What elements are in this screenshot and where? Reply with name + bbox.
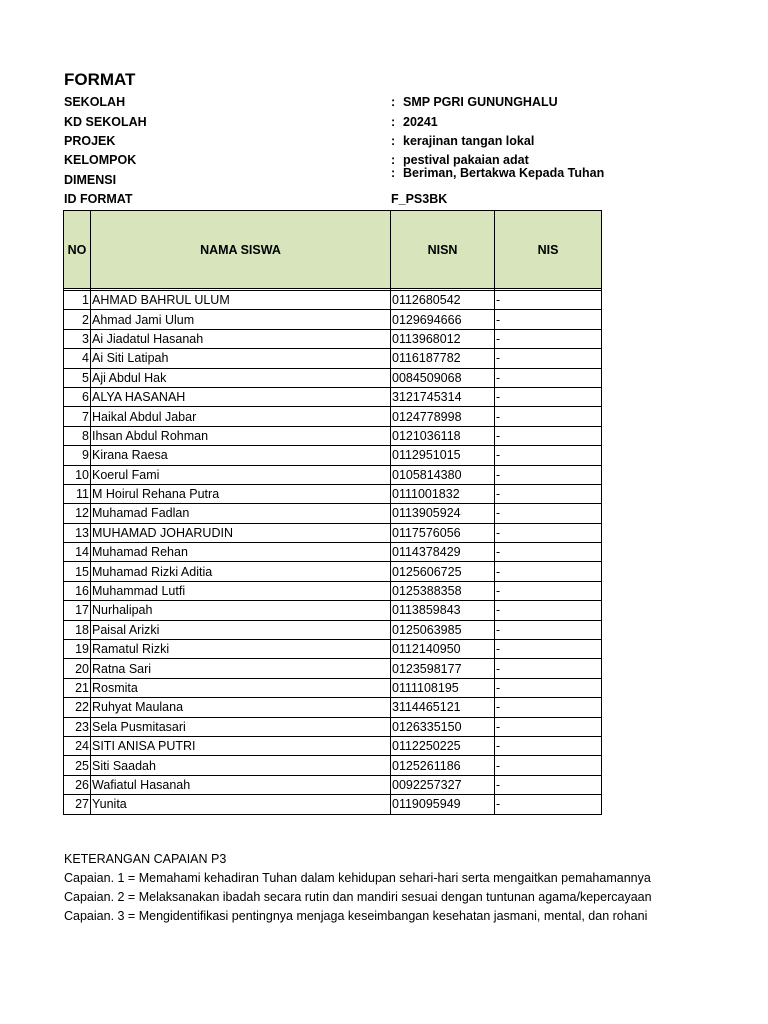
field-row-kd-sekolah — [64, 112, 600, 132]
table-row — [64, 543, 602, 562]
table-row — [64, 775, 602, 794]
cell-nisn[interactable]: 0119095949 — [391, 795, 495, 814]
cell-no[interactable]: 5 — [64, 368, 91, 387]
field-row-id-format — [64, 189, 600, 209]
cell-nisn[interactable]: 0084509068 — [391, 368, 495, 387]
note-line-1: Capaian. 1 = Memahami kehadiran Tuhan dalam kehidupan sehari-hari serta mengaitkan pemahamannya — [64, 871, 651, 885]
field-label-id-format: ID FORMAT — [64, 192, 133, 206]
field-value-kelompok: pestival pakaian adat — [403, 153, 529, 167]
field-label-sekolah: SEKOLAH — [64, 95, 126, 109]
field-colon: : — [391, 166, 396, 180]
field-value-projek: kerajinan tangan lokal — [403, 134, 535, 148]
cell-nis[interactable]: - — [495, 387, 602, 406]
header-nama-siswa[interactable]: NAMA SISWA — [91, 211, 391, 289]
cell-nama-siswa[interactable]: Muhamad Rehan — [91, 543, 391, 562]
cell-nisn[interactable]: 3121745314 — [391, 387, 495, 406]
cell-nisn[interactable]: 0129694666 — [391, 310, 495, 329]
student-table — [63, 210, 602, 815]
cell-nisn[interactable]: 0112680542 — [391, 291, 495, 310]
cell-no[interactable]: 16 — [64, 581, 91, 600]
cell-no[interactable]: 1 — [64, 291, 91, 310]
cell-nisn[interactable]: 0125261186 — [391, 756, 495, 775]
table-row — [64, 659, 602, 678]
cell-no[interactable]: 10 — [64, 465, 91, 484]
table-row — [64, 736, 602, 755]
cell-no[interactable]: 2 — [64, 310, 91, 329]
cell-nama-siswa[interactable]: Nurhalipah — [91, 601, 391, 620]
cell-no[interactable]: 3 — [64, 329, 91, 348]
cell-nis[interactable]: - — [495, 407, 602, 426]
cell-nisn[interactable]: 0111001832 — [391, 484, 495, 503]
cell-no[interactable]: 17 — [64, 601, 91, 620]
header-nisn[interactable]: NISN — [391, 211, 495, 289]
cell-nama-siswa[interactable]: Ramatul Rizki — [91, 640, 391, 659]
table-row — [64, 484, 602, 503]
cell-nis[interactable]: - — [495, 717, 602, 736]
table-row — [64, 795, 602, 814]
table-row — [64, 387, 602, 406]
table-row — [64, 446, 602, 465]
field-row-projek — [64, 131, 600, 151]
field-label-dimensi: DIMENSI — [64, 173, 117, 187]
table-body — [64, 289, 602, 815]
cell-nis[interactable]: - — [495, 756, 602, 775]
cell-nisn[interactable]: 0113905924 — [391, 504, 495, 523]
cell-nisn[interactable]: 0123598177 — [391, 659, 495, 678]
cell-nis[interactable]: - — [495, 329, 602, 348]
table-row — [64, 678, 602, 697]
table-row — [64, 329, 602, 348]
cell-nisn[interactable]: 0114378429 — [391, 543, 495, 562]
table-row — [64, 523, 602, 542]
cell-nama-siswa[interactable]: MUHAMAD JOHARUDIN — [91, 523, 391, 542]
cell-nama-siswa[interactable]: ALYA HASANAH — [91, 387, 391, 406]
header-nis[interactable]: NIS — [495, 211, 602, 289]
cell-no[interactable]: 21 — [64, 678, 91, 697]
cell-nama-siswa[interactable]: AHMAD BAHRUL ULUM — [91, 291, 391, 310]
cell-nama-siswa[interactable]: Ihsan Abdul Rohman — [91, 426, 391, 445]
cell-nama-siswa[interactable]: Yunita — [91, 795, 391, 814]
cell-no[interactable]: 26 — [64, 775, 91, 794]
cell-nisn[interactable]: 0111108195 — [391, 678, 495, 697]
header-no[interactable]: NO — [64, 211, 91, 289]
cell-nisn[interactable]: 0126335150 — [391, 717, 495, 736]
cell-no[interactable]: 15 — [64, 562, 91, 581]
table-row — [64, 601, 602, 620]
cell-no[interactable]: 23 — [64, 717, 91, 736]
cell-nis[interactable]: - — [495, 349, 602, 368]
cell-nisn[interactable]: 0116187782 — [391, 349, 495, 368]
table-row — [64, 581, 602, 600]
cell-nama-siswa[interactable]: Haikal Abdul Jabar — [91, 407, 391, 426]
field-value-sekolah: SMP PGRI GUNUNGHALU — [403, 95, 558, 109]
cell-no[interactable]: 14 — [64, 543, 91, 562]
cell-nis[interactable]: - — [495, 775, 602, 794]
cell-nama-siswa[interactable]: M Hoirul Rehana Putra — [91, 484, 391, 503]
cell-nisn[interactable]: 0113968012 — [391, 329, 495, 348]
cell-no[interactable]: 24 — [64, 736, 91, 755]
table-row — [64, 717, 602, 736]
cell-nama-siswa[interactable]: SITI ANISA PUTRI — [91, 736, 391, 755]
table-row — [64, 504, 602, 523]
cell-nama-siswa[interactable]: Ratna Sari — [91, 659, 391, 678]
cell-nis[interactable]: - — [495, 601, 602, 620]
cell-nis[interactable]: - — [495, 659, 602, 678]
cell-no[interactable]: 19 — [64, 640, 91, 659]
cell-nama-siswa[interactable]: Siti Saadah — [91, 756, 391, 775]
cell-nis[interactable]: - — [495, 698, 602, 717]
cell-no[interactable]: 8 — [64, 426, 91, 445]
cell-nis[interactable]: - — [495, 581, 602, 600]
cell-nama-siswa[interactable]: Ruhyat Maulana — [91, 698, 391, 717]
note-line-3: Capaian. 3 = Mengidentifikasi pentingnya menjaga keseimbangan kesehatan jasmani, mental, dan rohani — [64, 909, 648, 923]
cell-nama-siswa[interactable]: Paisal Arizki — [91, 620, 391, 639]
field-colon: : — [391, 134, 396, 148]
table-row — [64, 291, 602, 310]
cell-nis[interactable]: - — [495, 310, 602, 329]
table-row — [64, 640, 602, 659]
cell-nisn[interactable]: 0112140950 — [391, 640, 495, 659]
cell-nisn[interactable]: 0125388358 — [391, 581, 495, 600]
table-row — [64, 368, 602, 387]
achievement-notes — [64, 850, 652, 926]
cell-nisn[interactable]: 0117576056 — [391, 523, 495, 542]
cell-nama-siswa[interactable]: Koerul Fami — [91, 465, 391, 484]
cell-no[interactable]: 9 — [64, 446, 91, 465]
cell-nisn[interactable]: 0125063985 — [391, 620, 495, 639]
cell-nis[interactable]: - — [495, 562, 602, 581]
cell-nama-siswa[interactable]: Aji Abdul Hak — [91, 368, 391, 387]
table-row — [64, 349, 602, 368]
cell-nisn[interactable]: 3114465121 — [391, 698, 495, 717]
field-label-kd-sekolah: KD SEKOLAH — [64, 115, 147, 129]
cell-nama-siswa[interactable]: Ai Jiadatul Hasanah — [91, 329, 391, 348]
form-title: FORMAT — [64, 70, 136, 89]
cell-nis[interactable]: - — [495, 620, 602, 639]
cell-no[interactable]: 4 — [64, 349, 91, 368]
field-value-dimensi: Beriman, Bertakwa Kepada Tuhan — [403, 166, 605, 180]
table-row — [64, 465, 602, 484]
field-value-id-format: F_PS3BK — [391, 192, 448, 206]
field-label-kelompok: KELOMPOK — [64, 153, 137, 167]
cell-nis[interactable]: - — [495, 678, 602, 697]
cell-no[interactable]: 7 — [64, 407, 91, 426]
cell-nisn[interactable]: 0105814380 — [391, 465, 495, 484]
table-row — [64, 426, 602, 445]
field-label-projek: PROJEK — [64, 134, 116, 148]
cell-nama-siswa[interactable]: Ahmad Jami Ulum — [91, 310, 391, 329]
cell-nama-siswa[interactable]: Ai Siti Latipah — [91, 349, 391, 368]
field-colon: : — [391, 95, 396, 109]
note-line-2: Capaian. 2 = Melaksanakan ibadah secara rutin dan mandiri sesuai dengan tuntunan agama/kepercayaan — [64, 890, 652, 904]
cell-no[interactable]: 20 — [64, 659, 91, 678]
field-colon: : — [391, 153, 396, 167]
cell-nama-siswa[interactable]: Wafiatul Hasanah — [91, 775, 391, 794]
field-colon: : — [391, 115, 396, 129]
cell-nis[interactable]: - — [495, 523, 602, 542]
table-header-row — [64, 211, 602, 289]
cell-nisn[interactable]: 0121036118 — [391, 426, 495, 445]
cell-nama-siswa[interactable]: Rosmita — [91, 678, 391, 697]
cell-nis[interactable]: - — [495, 368, 602, 387]
table-row — [64, 310, 602, 329]
cell-nis[interactable]: - — [495, 426, 602, 445]
cell-nisn[interactable]: 0092257327 — [391, 775, 495, 794]
cell-nis[interactable]: - — [495, 640, 602, 659]
cell-nis[interactable]: - — [495, 446, 602, 465]
cell-nisn[interactable]: 0124778998 — [391, 407, 495, 426]
cell-no[interactable]: 12 — [64, 504, 91, 523]
cell-nis[interactable]: - — [495, 736, 602, 755]
cell-no[interactable]: 27 — [64, 795, 91, 814]
cell-nisn[interactable]: 0113859843 — [391, 601, 495, 620]
cell-no[interactable]: 6 — [64, 387, 91, 406]
cell-no[interactable]: 11 — [64, 484, 91, 503]
table-row — [64, 562, 602, 581]
cell-nis[interactable]: - — [495, 543, 602, 562]
cell-nis[interactable]: - — [495, 484, 602, 503]
cell-nama-siswa[interactable]: Kirana Raesa — [91, 446, 391, 465]
cell-nis[interactable]: - — [495, 504, 602, 523]
cell-nisn[interactable]: 0112951015 — [391, 446, 495, 465]
cell-nama-siswa[interactable]: Muhamad Fadlan — [91, 504, 391, 523]
table-row — [64, 407, 602, 426]
cell-no[interactable]: 22 — [64, 698, 91, 717]
notes-heading: KETERANGAN CAPAIAN P3 — [64, 852, 227, 866]
cell-nisn[interactable]: 0112250225 — [391, 736, 495, 755]
table-row — [64, 698, 602, 717]
cell-nis[interactable]: - — [495, 291, 602, 310]
field-value-kd-sekolah: 20241 — [403, 115, 438, 129]
field-row-sekolah — [64, 92, 600, 112]
field-row-dimensi — [64, 166, 605, 190]
cell-nama-siswa[interactable]: Muhammad Lutfi — [91, 581, 391, 600]
cell-nama-siswa[interactable]: Muhamad Rizki Aditia — [91, 562, 391, 581]
cell-no[interactable]: 25 — [64, 756, 91, 775]
table-row — [64, 620, 602, 639]
cell-nis[interactable]: - — [495, 795, 602, 814]
cell-no[interactable]: 18 — [64, 620, 91, 639]
cell-nama-siswa[interactable]: Sela Pusmitasari — [91, 717, 391, 736]
cell-nis[interactable]: - — [495, 465, 602, 484]
table-row — [64, 756, 602, 775]
cell-nisn[interactable]: 0125606725 — [391, 562, 495, 581]
cell-no[interactable]: 13 — [64, 523, 91, 542]
